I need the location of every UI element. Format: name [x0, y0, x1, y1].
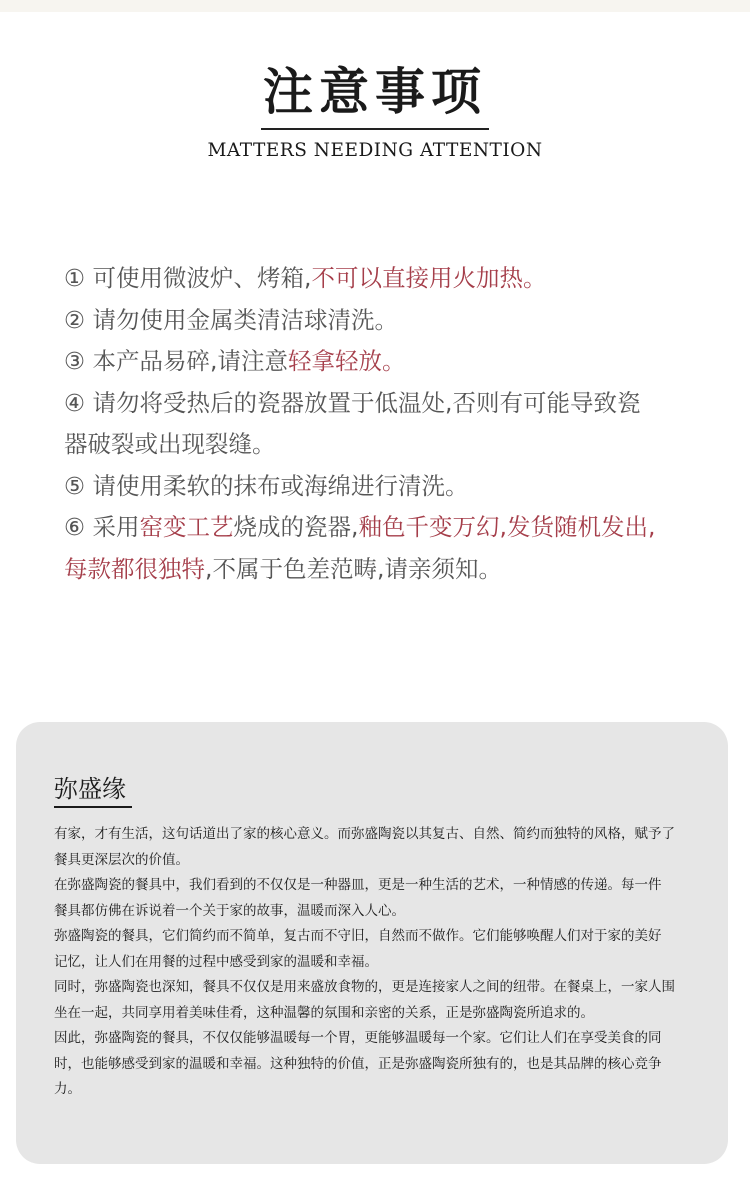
- note-highlight: 不可以直接用火加热。: [311, 264, 547, 292]
- note-line: [64, 341, 712, 383]
- page-subtitle: MATTERS NEEDING ATTENTION: [207, 140, 543, 161]
- note-line: [64, 466, 712, 508]
- note-highlight: 轻拿轻放。: [288, 347, 406, 375]
- note-highlight: 窑变工艺: [139, 513, 234, 541]
- note-text: ③ 本产品易碎,请注意: [64, 347, 289, 375]
- story-line: 在弥盛陶瓷的餐具中，我们看到的不仅仅是一种器皿，更是一种生活的艺术，一种情感的传递。每一件: [54, 877, 662, 893]
- story-line: 餐具都仿佛在诉说着一个关于家的故事，温暖而深入人心。: [54, 902, 405, 919]
- note-line: [64, 549, 712, 591]
- brand-title-underline: [54, 806, 132, 808]
- brand-story-body: [54, 822, 696, 1103]
- story-line: 力。: [54, 1081, 81, 1097]
- note-text: ⑥ 采用: [64, 513, 140, 541]
- page-title: 注意事项: [263, 62, 487, 121]
- story-line: 弥盛陶瓷的餐具，它们简约而不简单，复古而不守旧，自然而不做作。它们能够唤醒人们对于家的美好: [54, 928, 662, 944]
- note-text: ② 请勿使用金属类清洁球清洗。: [64, 305, 399, 334]
- story-line: 有家，才有生活，这句话道出了家的核心意义。而弥盛陶瓷以其复古、自然、简约而独特的风格，赋予了: [54, 826, 675, 842]
- story-line: 坐在一起，共同享用着美味佳肴，这种温馨的氛围和亲密的关系，正是弥盛陶瓷所追求的。: [54, 1004, 594, 1021]
- story-line: 餐具更深层次的价值。: [54, 851, 189, 868]
- note-line: [64, 258, 712, 300]
- note-text: 器破裂或出现裂缝。: [64, 430, 276, 458]
- brand-title: 弥盛缘: [54, 775, 126, 803]
- story-line: 时，也能够感受到家的温暖和幸福。这种独特的价值，正是弥盛陶瓷所独有的，也是其品牌的核心竞争: [54, 1055, 662, 1072]
- story-line: 记忆，让人们在用餐的过程中感受到家的温暖和幸福。: [54, 953, 378, 970]
- note-highlight: 釉色千变万幻,发货随机发出,: [358, 513, 656, 541]
- note-line: [64, 507, 712, 549]
- note-text: ④ 请勿将受热后的瓷器放置于低温处,否则有可能导致瓷: [64, 388, 641, 417]
- note-text: ,不属于色差范畴,请亲须知。: [205, 554, 502, 583]
- title-underline: [261, 128, 489, 130]
- notes-list: [64, 258, 712, 590]
- brand-story-card: [16, 722, 728, 1164]
- top-strip: [0, 0, 750, 12]
- note-text: ① 可使用微波炉、烤箱,: [64, 264, 312, 292]
- story-line: 同时，弥盛陶瓷也深知，餐具不仅仅是用来盛放食物的，更是连接家人之间的纽带。在餐桌上，一家人围: [54, 979, 675, 995]
- note-text: ⑤ 请使用柔软的抹布或海绵进行清洗。: [64, 471, 469, 500]
- note-line: [64, 383, 712, 425]
- note-text: 烧成的瓷器,: [233, 513, 359, 541]
- note-line: [64, 424, 712, 466]
- story-line: 因此，弥盛陶瓷的餐具，不仅仅能够温暖每一个胃，更能够温暖每一个家。它们让人们在享受美食的同: [54, 1030, 662, 1046]
- note-line: [64, 300, 712, 342]
- note-highlight: 每款都很独特: [64, 554, 205, 583]
- header: [0, 62, 750, 161]
